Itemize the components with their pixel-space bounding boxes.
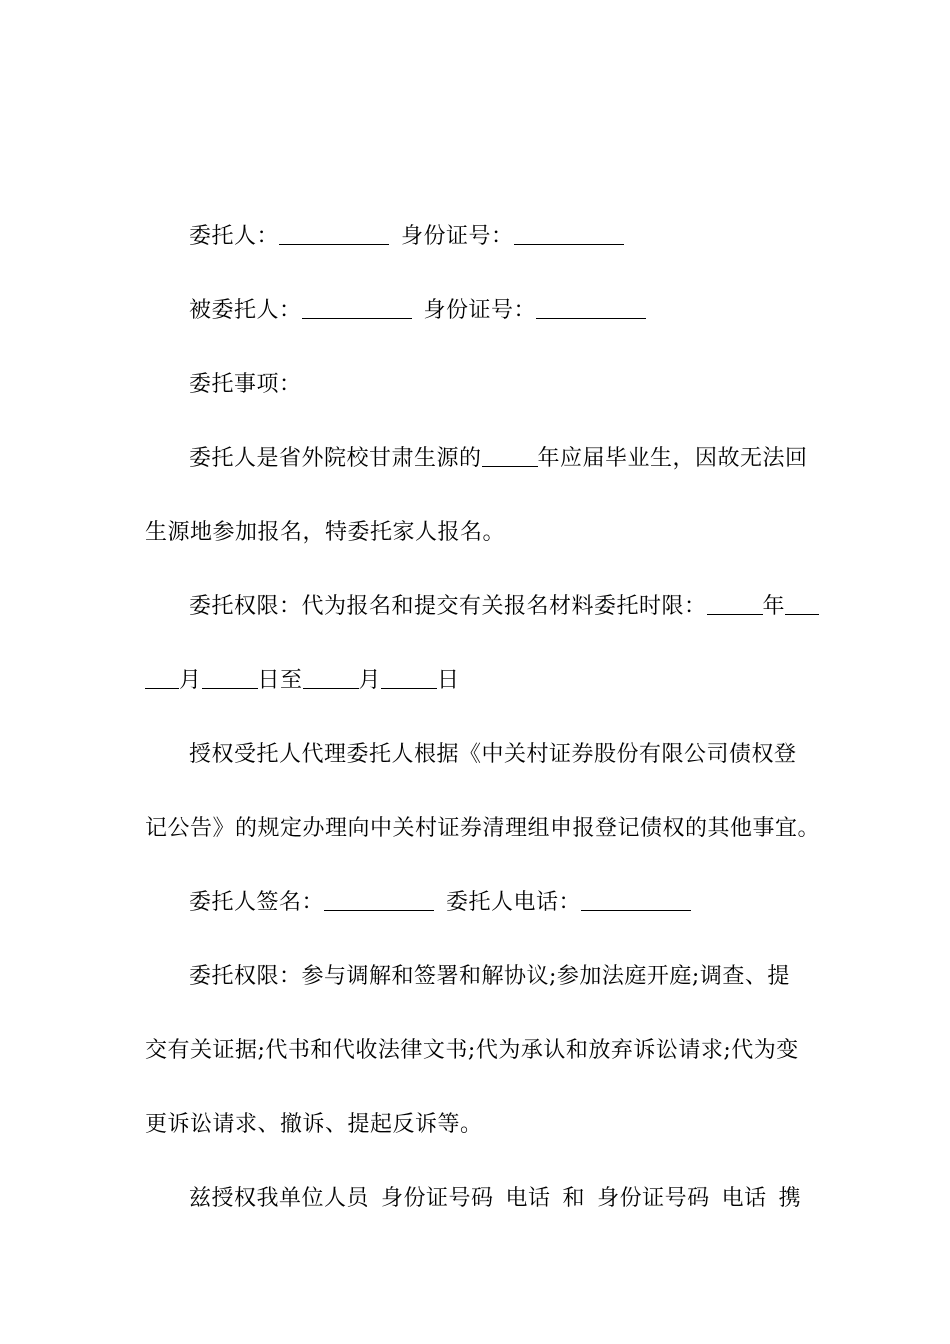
para1-text-c: 生源地参加报名，特委托家人报名。 <box>145 520 506 545</box>
paragraph-4-line-3 <box>145 1088 810 1162</box>
graduation-year-blank <box>482 444 538 467</box>
day2-blank <box>381 666 437 689</box>
agent-label: 被委托人： <box>189 298 302 323</box>
para3-text-1: 授权受托人代理委托人根据《中关村证券股份有限公司债权登 <box>189 742 797 767</box>
principal-id-label: 身份证号： <box>401 224 514 249</box>
para5-part-2: 身份证号码 <box>381 1186 494 1211</box>
phone-blank <box>581 888 691 911</box>
paragraph-2-line-2 <box>145 644 810 718</box>
para4-text-2: 交有关证据;代书和代收法律文书;代为承认和放弃诉讼请求;代为变 <box>145 1038 799 1063</box>
month-label: 月 <box>179 668 202 693</box>
paragraph-3-line-1 <box>145 718 810 792</box>
phone-label: 委托人电话： <box>446 890 582 915</box>
para5-part-4: 和 <box>562 1186 586 1211</box>
paragraph-4-line-1 <box>145 940 810 1014</box>
principal-line <box>145 200 810 274</box>
para1-text-a: 委托人是省外院校甘肃生源的 <box>189 446 482 471</box>
paragraph-2-line-1 <box>145 570 810 644</box>
paragraph-1-line-1 <box>145 422 810 496</box>
matters-label: 委托事项： <box>189 372 302 397</box>
signature-label: 委托人签名： <box>189 890 325 915</box>
paragraph-4-line-2 <box>145 1014 810 1088</box>
paragraph-5-line-1 <box>145 1162 810 1236</box>
para4-text-1: 委托权限：参与调解和签署和解协议;参加法庭开庭;调查、提 <box>189 964 790 989</box>
year-label: 年 <box>762 594 786 619</box>
principal-id-blank <box>514 222 624 245</box>
para3-text-2: 记公告》的规定办理向中关村证券清理组申报登记债权的其他事宜。 <box>145 816 821 841</box>
year-blank <box>707 592 763 615</box>
para5-part-3: 电话 <box>505 1186 551 1211</box>
document-body <box>145 200 821 1236</box>
signature-blank <box>324 888 434 911</box>
paragraph-1-line-2 <box>145 496 810 570</box>
paragraph-3-line-2 <box>145 792 821 866</box>
month2-label: 月 <box>358 668 382 693</box>
agent-id-blank <box>536 296 646 319</box>
day-blank <box>202 666 258 689</box>
para5-part-5: 身份证号码 <box>597 1186 710 1211</box>
agent-line <box>145 274 810 348</box>
month-blank-start <box>785 592 819 615</box>
agent-blank <box>302 296 412 319</box>
month2-blank <box>303 666 359 689</box>
day2-label: 日 <box>437 668 460 693</box>
para5-part-7: 携 <box>778 1186 802 1211</box>
para5-part-1: 兹授权我单位人员 <box>189 1186 370 1211</box>
para2-text: 委托权限：代为报名和提交有关报名材料委托时限： <box>189 594 707 619</box>
signature-line <box>145 866 810 940</box>
matters-heading <box>145 348 810 422</box>
para4-text-3: 更诉讼请求、撤诉、提起反诉等。 <box>145 1112 483 1137</box>
month-blank-end <box>145 666 179 689</box>
para1-text-b: 年应届毕业生，因故无法回 <box>537 446 808 471</box>
day-to-label: 日至 <box>257 668 303 693</box>
agent-id-label: 身份证号： <box>423 298 537 323</box>
principal-blank <box>279 222 389 245</box>
para5-part-6: 电话 <box>721 1186 767 1211</box>
principal-label: 委托人： <box>189 224 280 249</box>
